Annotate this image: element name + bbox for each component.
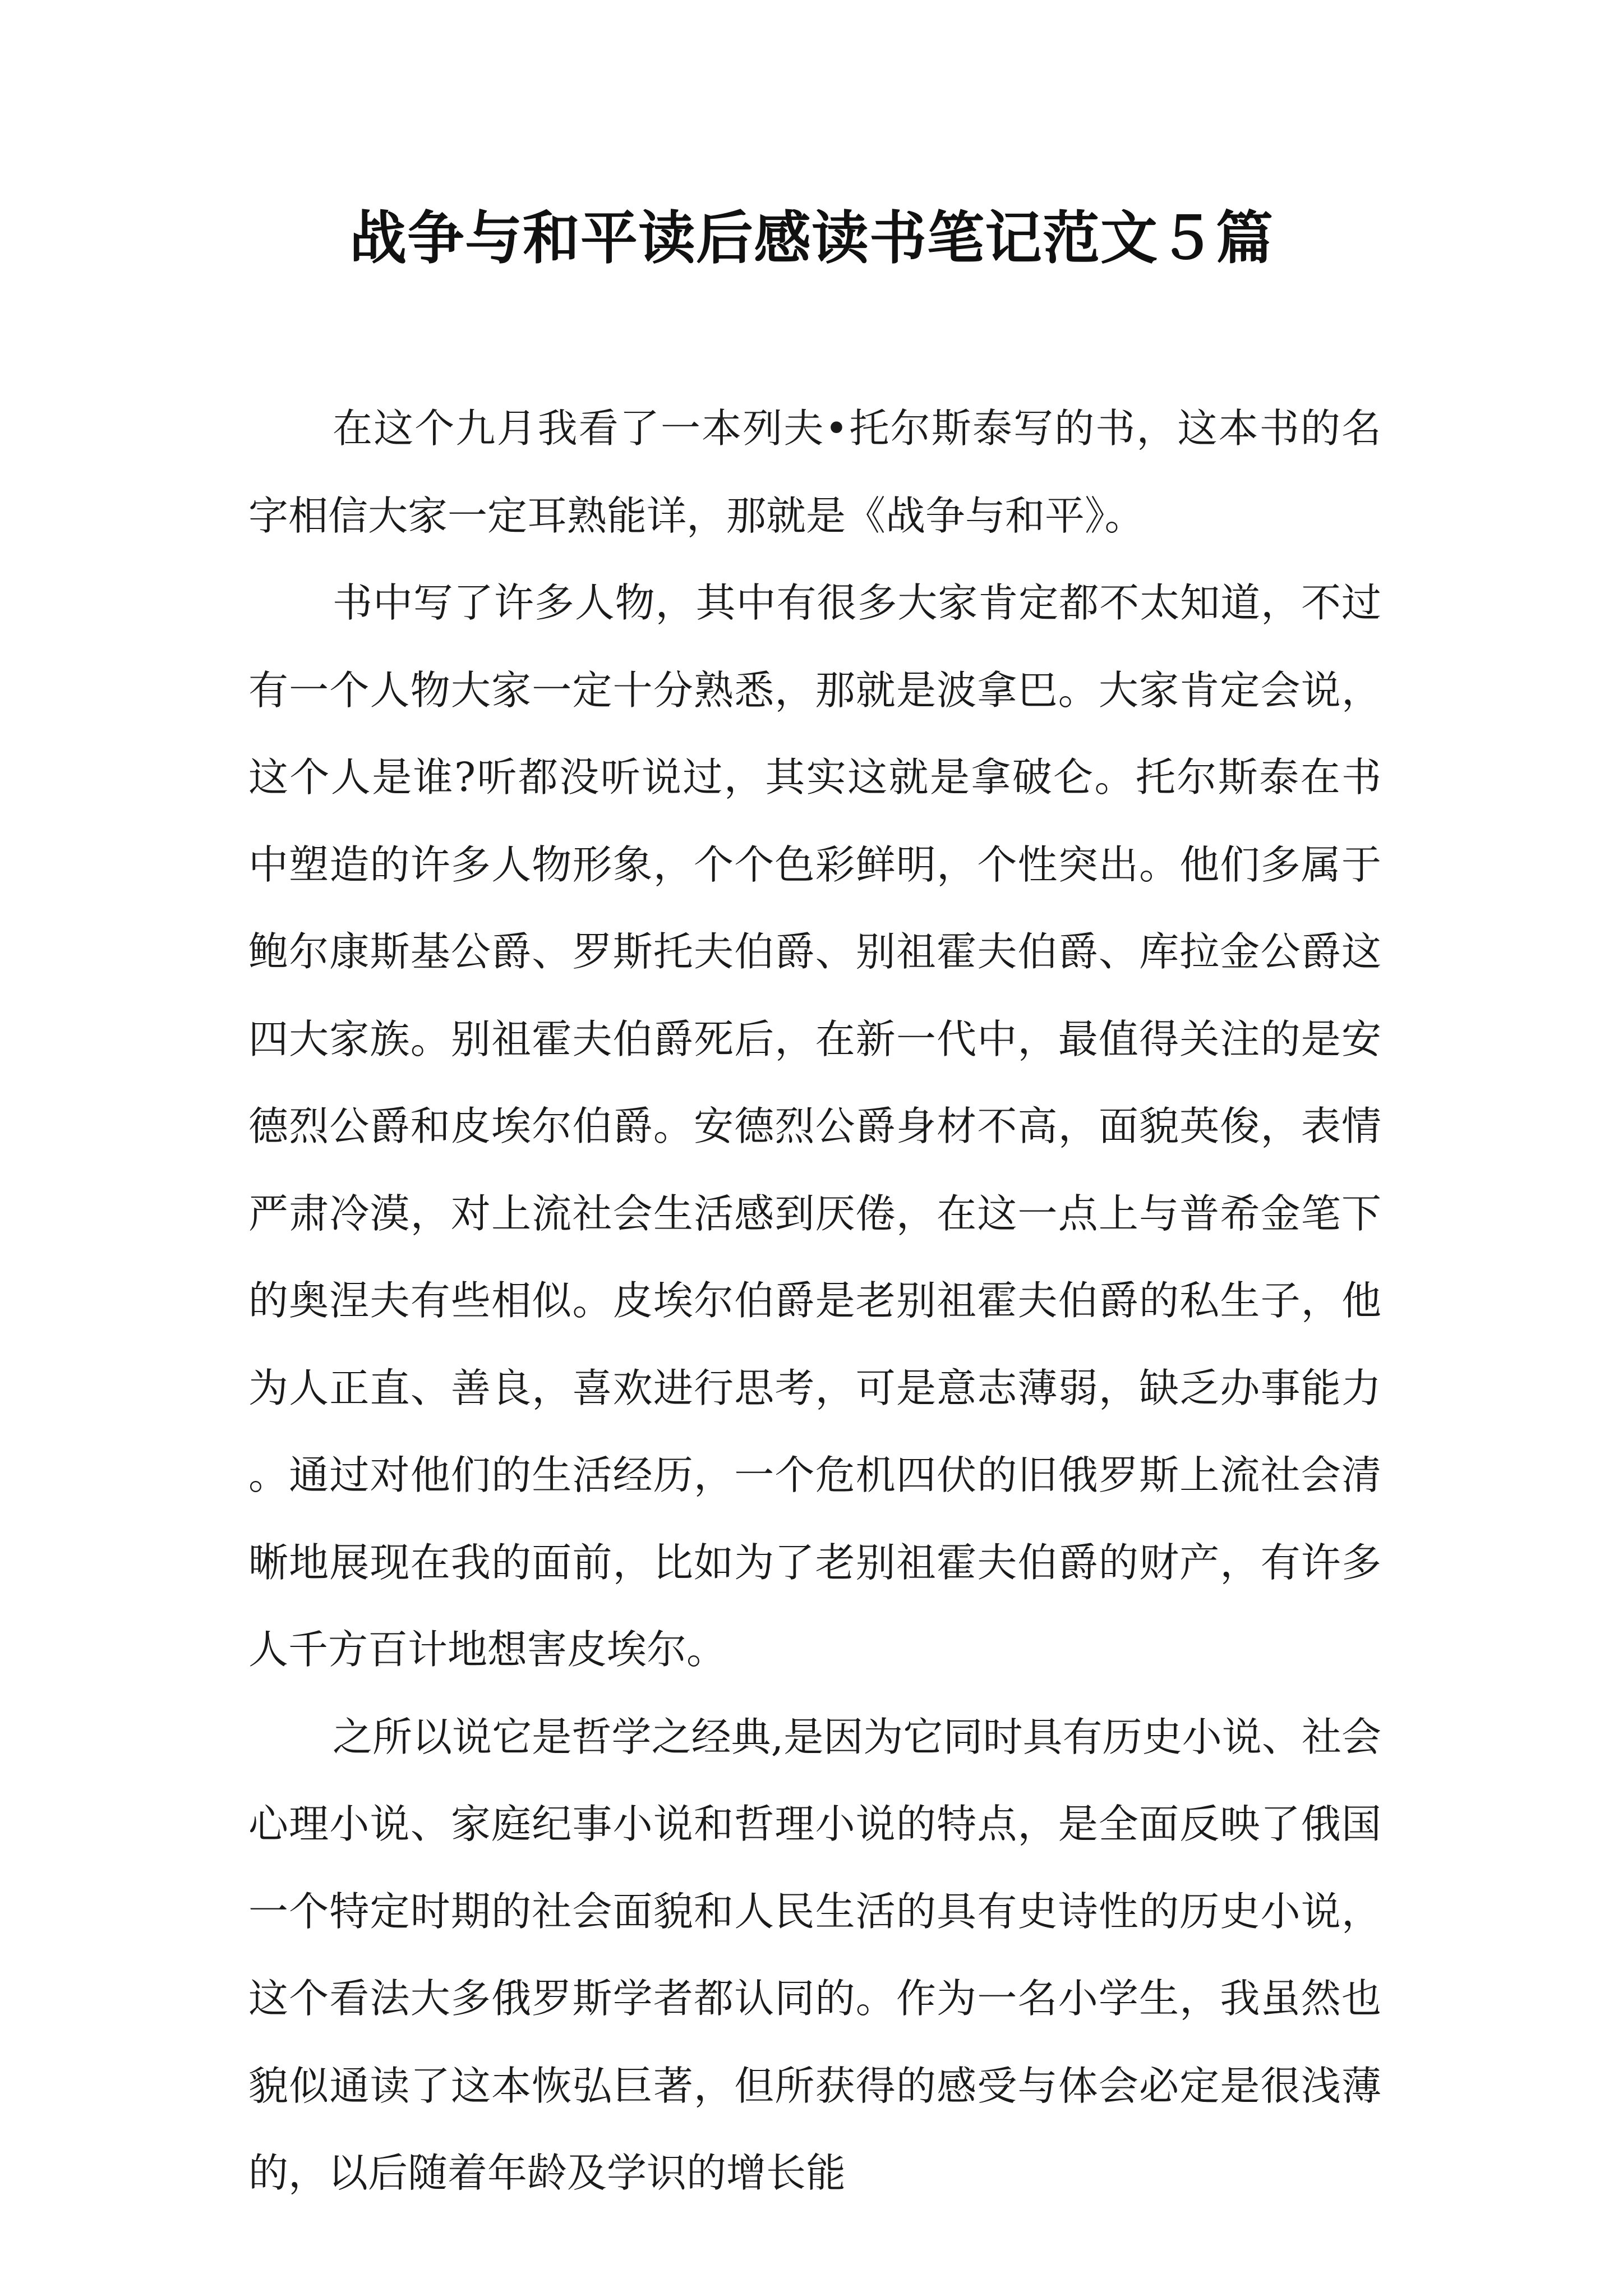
paragraph-2: 书中写了许多人物，其中有很多大家肯定都不太知道，不过有一个人物大家一定十分熟悉，那就是波拿巴。大家肯定会说，这个人是谁?听都没听说过，其实这就是拿破仑。托尔斯泰在书中塑造的许多人物形象，个个色彩鲜明，个性突出。他们多属于鲍尔康斯基公爵、罗斯托夫伯爵、别祖霍夫伯爵、库拉金公爵这四大家族。别祖霍夫伯爵死后，在新一代中，最值得关注的是安德烈公爵和皮埃尔伯爵。安德烈公爵身材不高，面貌英俊，表情严肃冷漠，对上流社会生活感到厌倦，在这一点上与普希金笔下的奥涅夫有些相似。皮埃尔伯爵是老别祖霍夫伯爵的私生子，他为人正直、善良，喜欢进行思考，可是意志薄弱，缺乏办事能力。通过对他们的生活经历，一个危机四伏的旧俄罗斯上流社会清晰地展现在我的面前，比如为了老别祖霍夫伯爵的财产，有许多人千方百计地想害皮埃尔。 bbox=[248, 579, 1381, 1673]
document-title: 战争与和平读后感读书笔记范文５篇 bbox=[349, 205, 1274, 272]
paragraph-1: 在这个九月我看了一本列夫•托尔斯泰写的书，这本书的名字相信大家一定耳熟能详，那就是《战争与和平》。 bbox=[248, 405, 1381, 539]
paragraph-3: 之所以说它是哲学之经典,是因为它同时具有历史小说、社会心理小说、家庭纪事小说和哲理小说的特点，是全面反映了俄国一个特定时期的社会面貌和人民生活的具有史诗性的历史小说，这个看法大多俄罗斯学者都认同的。作为一名小学生，我虽然也貌似通读了这本恢弘巨著，但所获得的感受与体会必定是很浅薄的，以后随着年龄及学识的增长能 bbox=[248, 1713, 1381, 2196]
document-body bbox=[248, 385, 1381, 2217]
